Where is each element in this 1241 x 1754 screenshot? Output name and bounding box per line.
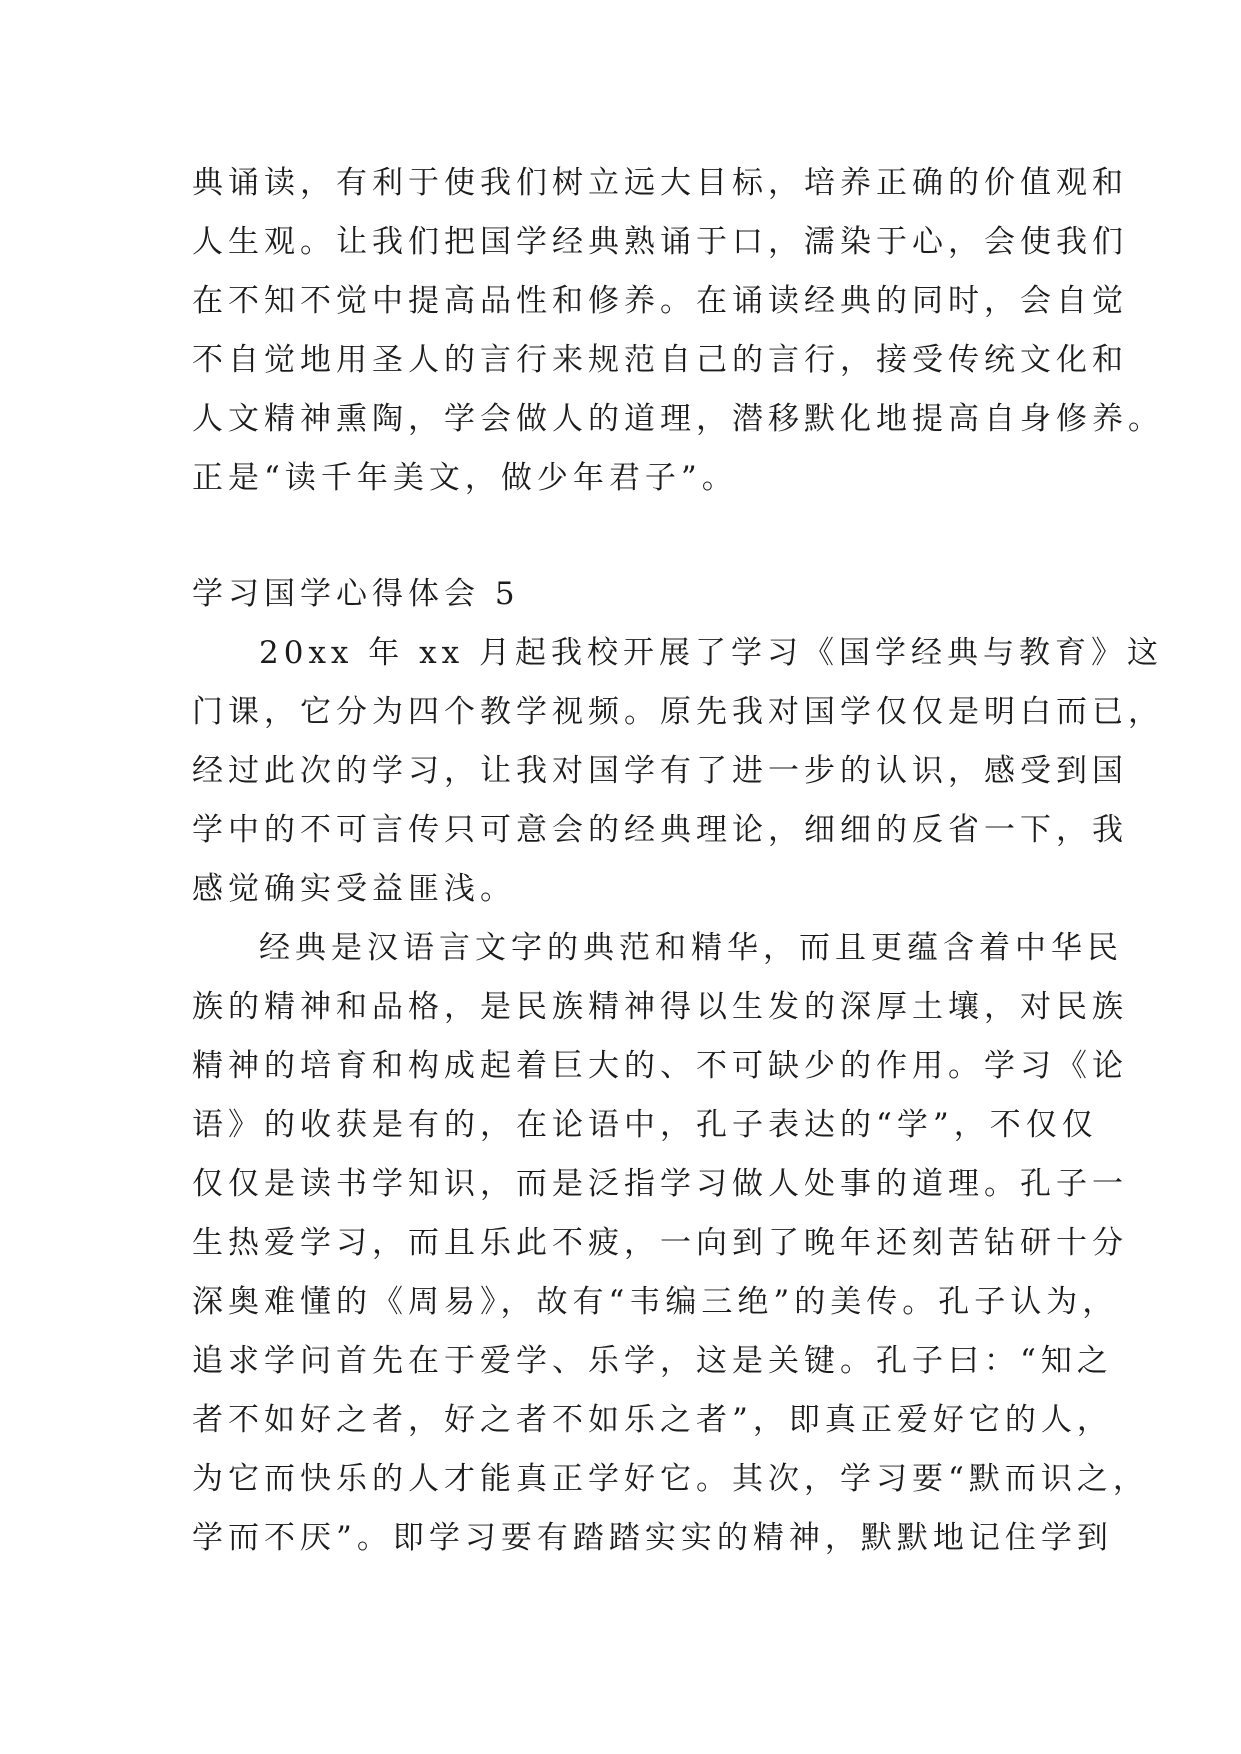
paragraph-line: 为它而快乐的人才能真正学好它。其次，学习要“默而识之， <box>192 1461 1149 1497</box>
paragraph-line: 人生观。让我们把国学经典熟诵于口，濡染于心，会使我们 <box>192 224 1128 260</box>
paragraph-line: 经典是汉语言文字的典范和精华，而且更蕴含着中华民 <box>259 930 1123 966</box>
paragraph-line: 人文精神熏陶，学会做人的道理，潜移默化地提高自身修养。 <box>192 401 1164 437</box>
paragraph-line: 精神的培育和构成起着巨大的、不可缺少的作用。学习《论 <box>192 1048 1128 1084</box>
paragraph-line: 感觉确实受益匪浅。 <box>192 871 516 907</box>
paragraph-line: 经过此次的学习，让我对国学有了进一步的认识，感受到国 <box>192 753 1128 789</box>
paragraph-line: 追求学问首先在于爱学、乐学，这是关键。孔子曰：“知之 <box>192 1343 1113 1379</box>
paragraph-line: 20xx 年 xx 月起我校开展了学习《国学经典与教育》这 <box>259 635 1163 671</box>
paragraph-line: 者不如好之者，好之者不如乐之者”，即真正爱好它的人， <box>192 1402 1113 1438</box>
paragraph-line: 学中的不可言传只可意会的经典理论，细细的反省一下，我 <box>192 812 1128 848</box>
paragraph-line: 深奥难懂的《周易》，故有“韦编三绝”的美传。孔子认为， <box>192 1284 1119 1320</box>
paragraph-line: 典诵读，有利于使我们树立远大目标，培养正确的价值观和 <box>192 165 1128 201</box>
paragraph-line: 在不知不觉中提高品性和修养。在诵读经典的同时，会自觉 <box>192 283 1128 319</box>
paragraph-line: 族的精神和品格，是民族精神得以生发的深厚土壤，对民族 <box>192 989 1128 1025</box>
section-5 <box>192 565 1164 1568</box>
paragraph-line: 语》的收获是有的，在论语中，孔子表达的“学”，不仅仅 <box>192 1107 1098 1143</box>
paragraph-line: 学而不厌”。即学习要有踏踏实实的精神，默默地记住学到 <box>192 1520 1113 1556</box>
paragraph-line: 生热爱学习，而且乐此不疲，一向到了晚年还刻苦钻研十分 <box>192 1225 1128 1261</box>
continued-paragraph <box>192 154 1164 508</box>
paragraph-line: 门课，它分为四个教学视频。原先我对国学仅仅是明白而已， <box>192 694 1164 730</box>
paragraph-line: 不自觉地用圣人的言行来规范自己的言行，接受传统文化和 <box>192 342 1128 378</box>
paragraph-line: 正是“读千年美文，做少年君子”。 <box>192 460 738 496</box>
section-heading: 学习国学心得体会 5 <box>192 576 520 612</box>
paragraph-line: 仅仅是读书学知识，而是泛指学习做人处事的道理。孔子一 <box>192 1166 1128 1202</box>
